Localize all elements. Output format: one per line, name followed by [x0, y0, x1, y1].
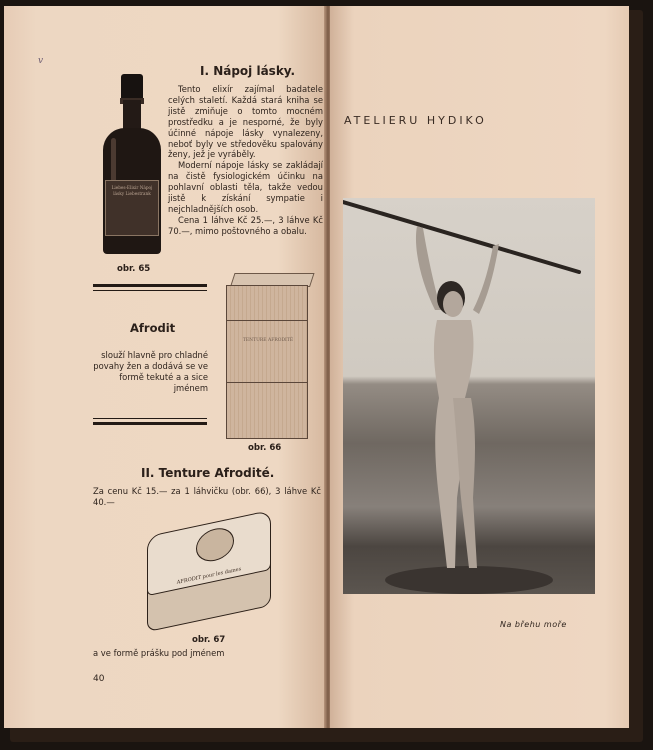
- section1-p1: Tento elixír zajímal badatele celých staletí. Každá stará kniha se jistě zmiňuje o tomto mocném prostředku a je nesporné, že byly účinné nápoje lásky vynalezeny, neboť byly ve středověku spalovány ženy, jež je vyráběly.: [168, 84, 323, 160]
- afrodit-title: Afrodit: [130, 321, 176, 335]
- bottle-illustration: [99, 72, 165, 258]
- afrodit-text: slouží hlavně pro chladné povahy žen a dodává se ve formě tekuté a a sice jménem: [93, 350, 208, 393]
- section3-text: a ve formě prášku pod jménem: [93, 648, 225, 658]
- divider: [93, 422, 207, 425]
- box-print: TENTURE AFRODITÉ: [242, 338, 294, 343]
- tin-text: AFRODIT pour les dames: [176, 566, 242, 586]
- tin-medallion: [196, 525, 234, 565]
- section1-p3: Cena 1 láhve Kč 25.—, 3 láhve Kč 70.—, mimo poštovného a obalu.: [168, 214, 323, 236]
- box-illustration: [226, 273, 310, 439]
- figure-67-caption: obr. 67: [192, 635, 226, 645]
- divider: [93, 290, 207, 291]
- section2-title: II. Tenture Afrodité.: [141, 466, 275, 480]
- figure-65-caption: obr. 65: [117, 264, 151, 274]
- pencil-mark: v: [38, 56, 44, 66]
- bottle-label: Liebes-Elixir Nápoj lásky Liebestrank: [105, 180, 159, 236]
- atelier-header: ATELIERU HYDIKO: [344, 114, 487, 127]
- section1-text: [168, 84, 323, 237]
- left-page: [4, 6, 326, 728]
- figure-66-caption: obr. 66: [248, 443, 282, 453]
- section1-title: I. Nápoj lásky.: [200, 64, 296, 78]
- page-number: 40: [93, 674, 105, 684]
- section2-text: Za cenu Kč 15.— za 1 láhvičku (obr. 66), 3 láhve Kč 40.—: [93, 486, 321, 507]
- section1-p2: Moderní nápoje lásky se zakládají na čistě fysiologickém účinku na pohlavní oblasti těla, takže vedou jistě k získání sympatie i nejchladnějších osob.: [168, 160, 323, 214]
- beach-photo: [343, 198, 595, 594]
- divider: [93, 284, 207, 287]
- divider: [93, 418, 207, 419]
- photo-caption: Na břehu moře: [500, 620, 567, 629]
- tin-illustration: [143, 519, 273, 627]
